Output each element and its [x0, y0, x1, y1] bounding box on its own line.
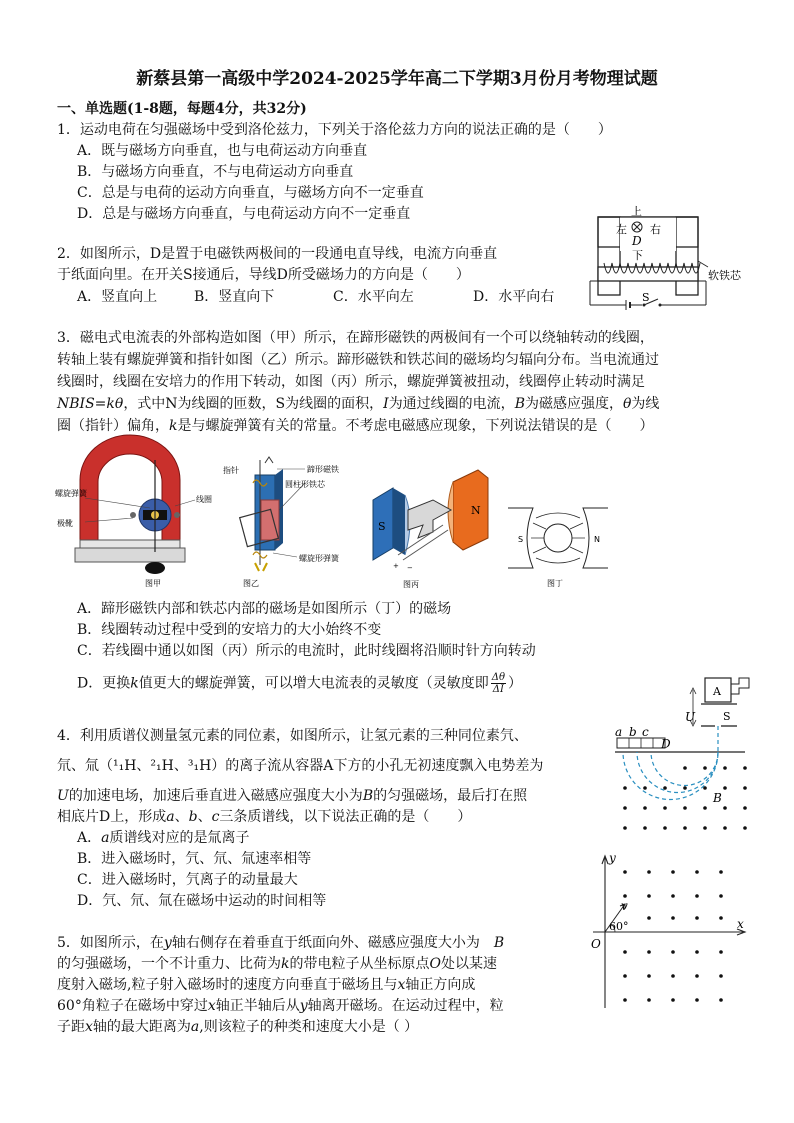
q3-yi-spring-label: 螺旋形弹簧 [299, 554, 339, 563]
q3-stem-line4: NBIS=kθ，式中N为线圈的匝数，S为线圈的面积，I为通过线圈的电流，B为磁感应强度，θ为线 [57, 396, 660, 412]
q1-option-b: B．与磁场方向垂直，不与电荷运动方向垂直 [77, 164, 354, 180]
q2-label-down: 下 [632, 249, 643, 262]
q2-label-right: 右 [650, 223, 661, 236]
q3-jia-caption: 图甲 [145, 579, 161, 588]
q3-jia-pole-label: 极靴 [57, 519, 73, 528]
q4-option-a: A．a质谱线对应的是氚离子 [77, 830, 250, 846]
svg-text:+: + [393, 562, 399, 570]
q3-yi-horseshoe-label: 蹄形磁铁 [307, 465, 339, 474]
q4-label-b-field: B [713, 791, 722, 805]
q1-stem: 1．运动电荷在匀强磁场中受到洛伦兹力，下列关于洛伦兹力方向的说法正确的是（ ） [57, 122, 612, 138]
q5-stem-line3: 度射入磁场,粒子射入磁场时的速度方向垂直于磁场且与x轴正方向成 [57, 977, 476, 993]
q3-option-c: C．若线圈中通以如图（丙）所示的电流时，此时线圈将沿顺时针方向转动 [77, 643, 536, 659]
q2-label-up: 上 [631, 205, 642, 218]
q4-label-u: U [685, 710, 696, 724]
q4-mass-spectrometer-figure [605, 672, 760, 832]
q3-bing-n-pole: N [471, 504, 481, 517]
q5-label-v: v [621, 899, 628, 913]
q2-label-d: D [632, 234, 642, 248]
q2-electromagnet-figure [578, 205, 758, 310]
q3-ding-caption: 图丁 [547, 579, 563, 588]
q4-option-b: B．进入磁场时，氕、氘、氚速率相等 [77, 851, 312, 867]
q2-label-core: 软铁芯 [708, 269, 741, 282]
q2-option-c: C．水平向左 [333, 289, 414, 305]
q3-option-a: A．蹄形磁铁内部和铁芯内部的磁场是如图所示（丁）的磁场 [77, 601, 452, 617]
q4-stem-line3: U的加速电场，加速后垂直进入磁感应强度大小为B的匀强磁场，最后打在照 [57, 788, 528, 804]
q4-label-d: D [661, 737, 671, 751]
q3-ding-s-pole: S [518, 535, 524, 544]
q4-option-c: C．进入磁场时，氕离子的动量最大 [77, 872, 298, 888]
q3-jia-spring-label: 螺旋弹簧 [55, 489, 87, 498]
q5-label-y: y [609, 851, 616, 865]
q3-stem-line2: 转轴上装有螺旋弹簧和指针如图（乙）所示。蹄形磁铁和铁芯间的磁场均匀辐向分布。当电流通过 [57, 352, 659, 368]
q3-stem-line3: 线圈时，线圈在安培力的作用下转动，如图（丙）所示，螺旋弹簧被扭动，线圈停止转动时满足 [57, 374, 645, 390]
q4-label-c: c [642, 725, 649, 739]
q3-option-d: D．更换k值更大的螺旋弹簧，可以增大电流表的灵敏度（灵敏度即 $\frac{\Delta\theta}{\Delta I}$ ） [77, 672, 522, 695]
q5-stem-line4: 60°角粒子在磁场中穿过x轴正半轴后从y轴离开磁场。在运动过程中，粒 [57, 998, 504, 1014]
q5-label-origin: O [591, 937, 601, 951]
q4-stem-line4: 相底片D上，形成a、b、c三条质谱线，以下说法正确的是（ ） [57, 809, 472, 825]
q3-bing-s-pole: S [378, 520, 386, 533]
q3-bing-caption: 图丙 [403, 580, 419, 589]
q2-stem-line2: 于纸面向里。在开关S接通后，导线D所受磁场力的方向是（ ） [57, 267, 470, 283]
q4-option-d: D．氕、氘、氚在磁场中运动的时间相等 [77, 893, 327, 909]
section-heading: 一、单选题(1-8题，每题4分，共32分) [57, 101, 307, 117]
q3-yi-pointer-label: 指针 [223, 466, 239, 475]
q5-stem-line2: 的匀强磁场，一个不计重力、比荷为k的带电粒子从坐标原点O处以某速 [57, 956, 497, 972]
q4-label-b: b [629, 725, 637, 739]
q5-stem-line1: 5．如图所示，在y轴右侧存在着垂直于纸面向外、磁感应强度大小为 B [57, 935, 505, 951]
q1-option-d: D．总是与磁场方向垂直，与电荷运动方向不一定垂直 [77, 206, 411, 222]
sensitivity-fraction: $\frac{\Delta\theta}{\Delta I}$ [491, 672, 505, 695]
q3-jia-coil-label: 线圈 [196, 495, 212, 504]
q3-figure-bing [363, 470, 498, 590]
q1-option-a: A．既与磁场方向垂直，也与电荷运动方向垂直 [77, 143, 368, 159]
q3-figure-yi [215, 455, 355, 590]
q2-label-left: 左 [616, 223, 627, 236]
q3-stem-line1: 3．磁电式电流表的外部构造如图（甲）所示，在蹄形磁铁的两极间有一个可以绕轴转动的线圈， [57, 330, 654, 346]
q2-option-a: A．竖直向上 [77, 289, 158, 305]
q3-yi-caption: 图乙 [243, 579, 259, 588]
q5-coordinate-figure [585, 848, 755, 1013]
q4-stem-line2: 氘、氚（¹₁H、²₁H、³₁H）的离子流从容器A下方的小孔无初速度飘入电势差为 [57, 758, 544, 774]
q4-label-a: a [615, 725, 623, 739]
page-title: 新蔡县第一高级中学2024-2025学年高二下学期3月份月考物理试题 [136, 69, 658, 89]
q5-stem-line5: 子距x轴的最大距离为a,则该粒子的种类和速度大小是（ ） [57, 1019, 419, 1035]
q1-option-c: C．总是与电荷的运动方向垂直，与磁场方向不一定垂直 [77, 185, 424, 201]
q3-figure-ding [503, 508, 613, 590]
q5-label-angle: 60° [609, 920, 629, 933]
q4-stem-line1: 4．利用质谱仪测量氢元素的同位素，如图所示，让氢元素的三种同位素氕、 [57, 728, 528, 744]
q2-option-b: B．竖直向下 [194, 289, 275, 305]
q4-label-s: S [723, 710, 731, 723]
q2-label-switch: S [642, 291, 650, 304]
q2-option-d: D．水平向右 [473, 289, 555, 305]
q3-figure-jia [55, 440, 212, 590]
q4-label-a-container: A [713, 685, 721, 698]
q3-ding-n-pole: N [594, 535, 600, 544]
q2-stem-line1: 2．如图所示，D是置于电磁铁两极间的一段通电直导线，电流方向垂直 [57, 246, 498, 262]
q3-option-b: B．线圈转动过程中受到的安培力的大小始终不变 [77, 622, 382, 638]
svg-text:−: − [407, 564, 413, 572]
q3-yi-core-label: 圆柱形铁芯 [285, 480, 325, 489]
q3-stem-line5: 圈（指针）偏角，k是与螺旋弹簧有关的常量。不考虑电磁感应现象，下列说法错误的是（ ） [57, 418, 654, 434]
q5-label-x: x [737, 917, 744, 931]
